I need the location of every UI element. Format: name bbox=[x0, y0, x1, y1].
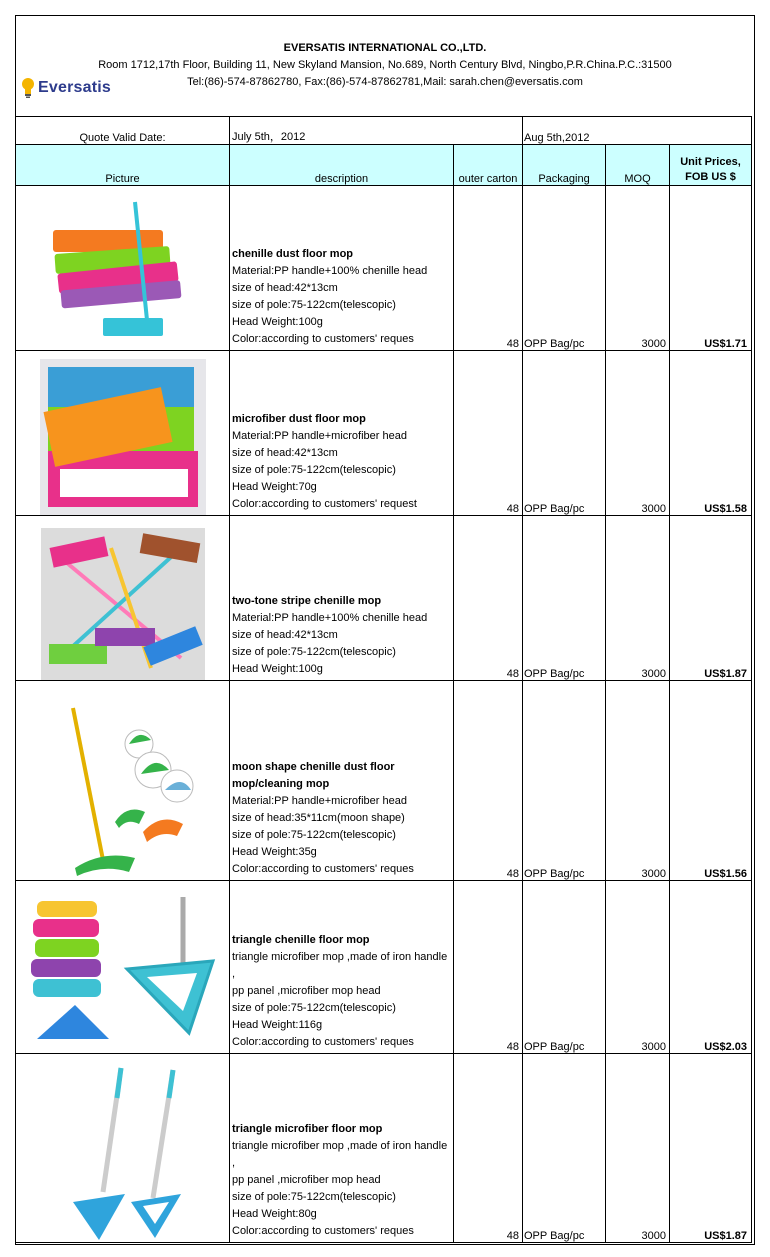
spec-line: size of pole:75-122cm(telescopic) bbox=[232, 464, 396, 476]
microfiber-mop-image bbox=[40, 359, 206, 515]
letterhead bbox=[16, 16, 754, 117]
spec-line: size of head:42*13cm bbox=[232, 629, 338, 641]
product-row bbox=[16, 186, 752, 351]
outer-carton-value: 48 bbox=[454, 186, 523, 351]
spec-line: pp panel ,microfiber mop head bbox=[232, 985, 381, 997]
spec-line: size of head:42*13cm bbox=[232, 447, 338, 459]
product-name: microfiber dust floor mop bbox=[232, 413, 366, 425]
triangle-chenille-mop-image bbox=[23, 893, 223, 1053]
validity-label: Quote Valid Date: bbox=[16, 117, 230, 145]
spec-line: size of pole:75-122cm(telescopic) bbox=[232, 1191, 396, 1203]
product-description bbox=[230, 516, 454, 681]
validity-row bbox=[16, 117, 752, 145]
chenille-mop-image bbox=[43, 200, 203, 350]
spec-line: Head Weight:100g bbox=[232, 316, 323, 328]
col-unit-price: Unit Prices, FOB US $ bbox=[670, 145, 752, 186]
product-description bbox=[230, 351, 454, 516]
spec-line: Head Weight:35g bbox=[232, 846, 317, 858]
packaging-value: OPP Bag/pc bbox=[523, 186, 606, 351]
product-name: triangle chenille floor mop bbox=[232, 934, 370, 946]
spec-line: Color:according to customers' reques bbox=[232, 1036, 414, 1048]
packaging-value: OPP Bag/pc bbox=[523, 1054, 606, 1243]
moq-value: 3000 bbox=[606, 881, 670, 1054]
outer-carton-value: 48 bbox=[454, 1054, 523, 1243]
col-picture: Picture bbox=[16, 145, 230, 186]
spec-line: triangle microfiber mop ,made of iron handle , bbox=[232, 1140, 448, 1169]
moq-value: 3000 bbox=[606, 351, 670, 516]
company-address: Room 1712,17th Floor, Building 11, New Skyland Mansion, No.689, North Century Blvd, Ningbo,P.R.China.P.C.:31500 bbox=[98, 59, 672, 71]
spec-line: Head Weight:70g bbox=[232, 481, 317, 493]
unit-price-value: US$1.58 bbox=[670, 351, 752, 516]
spec-line: size of head:42*13cm bbox=[232, 282, 338, 294]
spec-line: Color:according to customers' reques bbox=[232, 333, 414, 345]
spec-line: size of pole:75-122cm(telescopic) bbox=[232, 646, 396, 658]
product-image bbox=[16, 351, 230, 516]
spec-line: size of pole:75-122cm(telescopic) bbox=[232, 1002, 396, 1014]
spec-line: size of pole:75-122cm(telescopic) bbox=[232, 299, 396, 311]
product-description bbox=[230, 881, 454, 1054]
moq-value: 3000 bbox=[606, 681, 670, 881]
product-description bbox=[230, 681, 454, 881]
spec-line: Color:according to customers' reques bbox=[232, 1225, 414, 1237]
product-row bbox=[16, 1054, 752, 1243]
spec-line: Material:PP handle+100% chenille head bbox=[232, 612, 428, 624]
product-name: moon shape chenille dust floor mop/cleaning mop bbox=[232, 761, 395, 790]
unit-price-value: US$2.03 bbox=[670, 881, 752, 1054]
packaging-value: OPP Bag/pc bbox=[523, 681, 606, 881]
validity-end: Aug 5th,2012 bbox=[523, 117, 752, 145]
unit-price-value: US$1.71 bbox=[670, 186, 752, 351]
product-name: two-tone stripe chenille mop bbox=[232, 595, 382, 607]
product-image bbox=[16, 1054, 230, 1243]
company-contact: Tel:(86)-574-87862780, Fax:(86)-574-87862781,Mail: sarah.chen@eversatis.com bbox=[187, 76, 583, 88]
product-row bbox=[16, 351, 752, 516]
packaging-value: OPP Bag/pc bbox=[523, 516, 606, 681]
quotation-sheet bbox=[15, 15, 755, 1245]
product-row bbox=[16, 516, 752, 681]
packaging-value: OPP Bag/pc bbox=[523, 351, 606, 516]
outer-carton-value: 48 bbox=[454, 681, 523, 881]
product-row bbox=[16, 681, 752, 881]
quote-table bbox=[15, 116, 752, 1243]
spec-line: Head Weight:116g bbox=[232, 1019, 323, 1031]
product-description bbox=[230, 186, 454, 351]
outer-carton-value: 48 bbox=[454, 881, 523, 1054]
spec-line: Material:PP handle+microfiber head bbox=[232, 795, 407, 807]
spec-line: triangle microfiber mop ,made of iron handle , bbox=[232, 951, 448, 980]
spec-line: pp panel ,microfiber mop head bbox=[232, 1174, 381, 1186]
two-tone-mop-image bbox=[41, 528, 205, 680]
col-outer-carton: outer carton bbox=[454, 145, 523, 186]
outer-carton-value: 48 bbox=[454, 351, 523, 516]
unit-price-value: US$1.87 bbox=[670, 516, 752, 681]
product-image bbox=[16, 681, 230, 881]
spec-line: Color:according to customers' request bbox=[232, 498, 417, 510]
triangle-microfiber-mop-image bbox=[43, 1062, 203, 1242]
packaging-value: OPP Bag/pc bbox=[523, 881, 606, 1054]
product-image bbox=[16, 516, 230, 681]
product-name: chenille dust floor mop bbox=[232, 248, 354, 260]
col-moq: MOQ bbox=[606, 145, 670, 186]
logo-wordmark: Eversatis bbox=[38, 79, 111, 96]
product-image bbox=[16, 881, 230, 1054]
moq-value: 3000 bbox=[606, 516, 670, 681]
company-logo bbox=[21, 75, 111, 101]
unit-price-value: US$1.87 bbox=[670, 1054, 752, 1243]
moq-value: 3000 bbox=[606, 186, 670, 351]
product-row bbox=[16, 881, 752, 1054]
unit-price-value: US$1.56 bbox=[670, 681, 752, 881]
moq-value: 3000 bbox=[606, 1054, 670, 1243]
col-packaging: Packaging bbox=[523, 145, 606, 186]
spec-line: Material:PP handle+microfiber head bbox=[232, 430, 407, 442]
validity-start: July 5th，2012 bbox=[230, 117, 523, 145]
spec-line: size of pole:75-122cm(telescopic) bbox=[232, 829, 396, 841]
product-name: triangle microfiber floor mop bbox=[232, 1123, 383, 1135]
spec-line: Head Weight:80g bbox=[232, 1208, 317, 1220]
company-name: EVERSATIS INTERNATIONAL CO.,LTD. bbox=[283, 42, 487, 54]
spec-line: Head Weight:100g bbox=[232, 663, 323, 675]
spec-line: size of head:35*11cm(moon shape) bbox=[232, 812, 405, 824]
product-image bbox=[16, 186, 230, 351]
spec-line: Material:PP handle+100% chenille head bbox=[232, 265, 428, 277]
spec-line: Color:according to customers' reques bbox=[232, 863, 414, 875]
product-description bbox=[230, 1054, 454, 1243]
lightbulb-icon bbox=[21, 77, 35, 99]
col-description: description bbox=[230, 145, 454, 186]
column-header-row bbox=[16, 145, 752, 186]
moon-mop-image bbox=[43, 700, 203, 880]
outer-carton-value: 48 bbox=[454, 516, 523, 681]
